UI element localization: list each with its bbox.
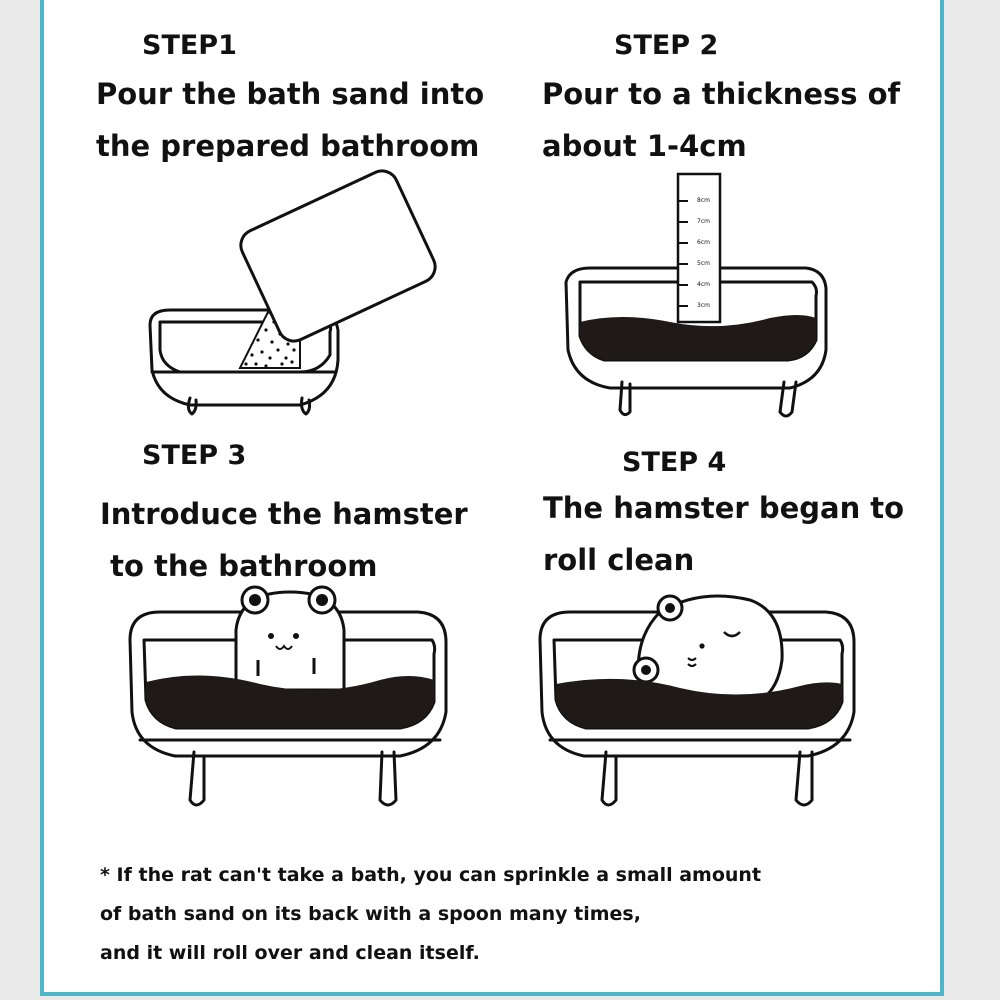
ruler-label-8: 8cm bbox=[697, 197, 710, 204]
note-line1: * If the rat can't take a bath, you can sprinkle a small amount bbox=[100, 864, 762, 886]
step4-title: STEP 4 bbox=[622, 447, 727, 478]
ruler-label-3: 3cm bbox=[697, 302, 710, 309]
step4-line2: roll clean bbox=[543, 543, 695, 577]
step1-line1: Pour the bath sand into bbox=[96, 77, 485, 111]
note-line2: of bath sand on its back with a spoon many times, bbox=[100, 903, 641, 925]
ruler-label-4: 4cm bbox=[697, 281, 710, 288]
step2-line1: Pour to a thickness of bbox=[542, 77, 901, 111]
step3-line2: to the bathroom bbox=[100, 549, 378, 583]
note-line3: and it will roll over and clean itself. bbox=[100, 942, 480, 964]
ruler-label-7: 7cm bbox=[697, 218, 710, 225]
step2-line2: about 1-4cm bbox=[542, 129, 747, 163]
step1-title: STEP1 bbox=[142, 30, 237, 61]
step3-line1: Introduce the hamster bbox=[100, 497, 468, 531]
step4-line1: The hamster began to bbox=[543, 491, 905, 525]
ruler-label-5: 5cm bbox=[697, 260, 710, 267]
step2-title: STEP 2 bbox=[614, 30, 719, 61]
step3-title: STEP 3 bbox=[142, 440, 247, 471]
ruler-label-6: 6cm bbox=[697, 239, 710, 246]
step1-line2: the prepared bathroom bbox=[96, 129, 480, 163]
